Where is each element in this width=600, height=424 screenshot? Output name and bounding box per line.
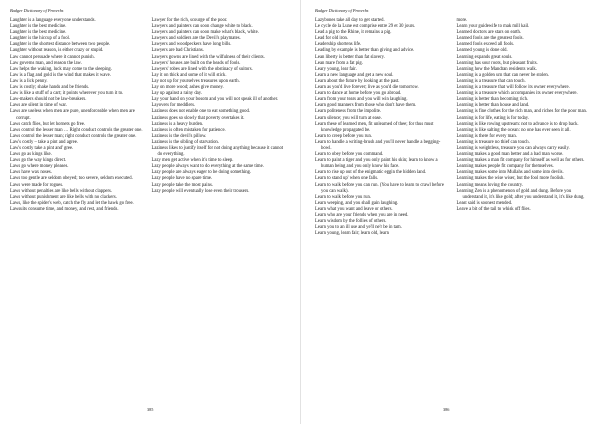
- proverb-entry: Laziness is a heavy burden.: [151, 121, 204, 127]
- proverb-entry: Laws go the way kings direct.: [10, 158, 67, 164]
- proverb-entry: Lawsuits consume time, and money, and rest, and friends.: [10, 206, 119, 212]
- proverb-entry: Lawyers' houses are built on the heads of fools.: [151, 60, 241, 66]
- proverb-entry: Lazy people will eventually lose even their trousers.: [151, 188, 250, 194]
- proverb-entry: Learning has sour roots, but pleasant fruits.: [456, 60, 538, 66]
- proverb-entry: Lazy people are always eager to be doing something.: [151, 170, 252, 176]
- proverb-entry: Learning is better than house and land.: [456, 103, 530, 109]
- proverb-entry: Learn you to an ill use and ye'll ne'r be in tam.: [315, 225, 402, 231]
- proverb-entry: Learning makes a man fit company for himself as well as for others.: [456, 158, 585, 164]
- proverb-entry: Law's costly – take a pint and agree.: [10, 139, 79, 145]
- proverb-entry: Lawyer for the rich, scourge of the poor.: [151, 18, 228, 23]
- proverb-entry: Laws are silent in time of war.: [10, 103, 67, 109]
- proverb-entry: Lazy people take the most pains.: [151, 182, 213, 188]
- page-columns: [315, 18, 589, 237]
- proverb-entry: Laughter is the best medicine.: [10, 24, 67, 30]
- proverb-entry: Lawyers and painters can soon change white to black.: [151, 24, 253, 30]
- proverb-entry: Learn your guidewife to mak mill kail.: [456, 24, 530, 30]
- column-2: [152, 18, 285, 213]
- proverb-entry: Lead a pig to the Rhine, it remains a pig.: [315, 30, 392, 36]
- proverb-entry: Lawyers and woodpeckers have long bills.: [151, 42, 232, 48]
- proverb-entry: Learn to paint a tiger and you only paint his skin; learn to know a human being and you only know his face.: [315, 158, 438, 170]
- column-1: [10, 18, 143, 213]
- proverb-entry: Laziness is the devil's pillow.: [151, 133, 207, 139]
- proverb-entry: Learning is fine clothes for the rich man, and riches for the poor man.: [456, 109, 588, 115]
- page-number: 385: [147, 407, 154, 412]
- running-head: Badger Dictionary of Proverbs: [10, 8, 64, 13]
- proverb-entry: Learn silence; you will turn at ease.: [315, 115, 382, 121]
- proverb-entry: Leading by example is better than giving and advice.: [315, 48, 415, 54]
- proverb-entry: Learning is weightless, treasure you can always carry easily.: [456, 145, 570, 151]
- proverb-entry: Learning is a treasure that will follow its owner everywhere.: [456, 85, 570, 91]
- proverb-entry: Lay up against a rainy day.: [151, 91, 202, 97]
- proverb-entry: Learning makes some into Mullahs and some into devils.: [456, 170, 564, 176]
- proverb-entry: Law cannot persuade where it cannot punish.: [10, 54, 95, 60]
- proverb-entry: more.: [456, 18, 468, 23]
- proverb-entry: Laziness is the sibling of starvation.: [151, 139, 219, 145]
- proverb-entry: Learn to obey before you command.: [315, 152, 384, 158]
- proverb-entry: Learning expands great souls.: [456, 54, 513, 60]
- proverb-entry: Laws, like the spider's web, catch the fly and let the hawk go free.: [10, 200, 134, 206]
- proverb-entry: Learn to walk before you run.: [315, 194, 371, 200]
- proverb-entry: Learn to creep before you run.: [315, 133, 373, 139]
- proverb-entry: Lazy people have no spare time.: [151, 176, 213, 182]
- proverb-entry: Learning is for life, eating is for today.: [456, 115, 529, 121]
- proverb-entry: Learning how the Mandran residents walk.: [456, 66, 537, 72]
- proverb-entry: Law is a flag and gold is the wind that makes it wave.: [10, 72, 111, 78]
- proverb-entry: Laws control the lesser man … Right conduct controls the greater one.: [10, 127, 143, 133]
- left-page: [0, 0, 292, 424]
- proverb-entry: Learning is a treasure which accompanies its owner everywhere.: [456, 91, 578, 97]
- proverb-entry: Laughter without reason, is either crazy or stupid.: [10, 48, 104, 54]
- proverb-entry: Lay your hand on your bosom and you will not speak ill of another.: [151, 97, 279, 103]
- proverb-entry: Law is like a stuff of a cart; it points wherever you turn it to.: [10, 91, 124, 97]
- column-1: [315, 18, 448, 237]
- proverb-entry: Learning makes the wise wiser, but the fool more foolish.: [456, 176, 565, 182]
- proverb-entry: Learning is treasure no thief can touch.: [456, 139, 530, 145]
- proverb-entry: Laws were made for rogues.: [10, 182, 64, 188]
- column-2: [457, 18, 590, 237]
- proverb-entry: Learning is a treasure that can touch.: [456, 78, 526, 84]
- proverb-entry: Learning is there for every man.: [456, 133, 517, 139]
- proverb-entry: Learn these of learned men, fit unlearned of thee; for thus must knowledge propagated be.: [315, 121, 434, 133]
- proverb-entry: Lay it on thick and some of it will stick.: [151, 72, 227, 78]
- proverb-entry: Learn to handle a writing-brush and you'll never handle a begging-bowl.: [315, 139, 441, 151]
- proverb-entry: Lawyers' robes are lined with the obstinacy of suitors.: [151, 66, 253, 72]
- proverb-entry: Learn who are your friends when you are in need.: [315, 213, 409, 218]
- proverb-entry: Laws go as kings like.: [10, 152, 52, 158]
- page-number: 386: [443, 407, 450, 412]
- proverb-entry: Law helps the waking, luck may come to the sleeping.: [10, 66, 112, 72]
- proverb-entry: Lawyers gowns are lined with the wilfulness of their clients.: [151, 54, 265, 60]
- proverb-entry: Lay on more wood; ashes give money.: [151, 85, 224, 91]
- proverb-entry: Le cycle de la Lune est comprise entre 29 et 30 jours.: [315, 24, 416, 30]
- proverb-entry: Lean liberty is better than fat slavery.: [315, 54, 385, 60]
- proverb-entry: Learned young is done old.: [456, 48, 508, 54]
- page-columns: [10, 18, 284, 213]
- proverb-entry: Law is a lick penny.: [10, 78, 48, 84]
- proverb-entry: Laws without penalties are like bells without clappers.: [10, 188, 113, 194]
- proverb-entry: Learned doctors are stars on earth.: [456, 30, 522, 36]
- running-head: Badger Dictionary of Proverbs: [315, 8, 369, 13]
- proverb-entry: Laughter is the best medicine.: [10, 30, 67, 36]
- proverb-entry: Lazy people always want to do everything at the same time.: [151, 164, 264, 170]
- proverb-entry: Laws go where money pleases.: [10, 164, 69, 170]
- proverb-entry: Laws too gentle are seldom obeyed; too severe, seldom executed.: [10, 176, 133, 182]
- proverb-entry: Learning makes people fit company for themselves.: [456, 164, 554, 170]
- proverb-entry: Learning Zen is a phenomenon of gold and dung. Before you understand it, it's like gold; after you understand it, it's like dung.: [456, 188, 585, 200]
- proverb-entry: Laughter is the hiccup of a fool.: [10, 36, 71, 42]
- proverb-entry: Learn about the future by looking at the past.: [315, 78, 400, 84]
- proverb-entry: Lead for old iron.: [315, 36, 349, 42]
- page-gutter: [300, 0, 301, 424]
- proverb-entry: Laws control the lesser man; right conduct controls the greater one.: [10, 133, 137, 139]
- proverb-entry: Law-makers should not be law-breakers.: [10, 97, 87, 103]
- proverb-entry: Learn a new language and get a new soul.: [315, 72, 394, 78]
- proverb-entry: Learning is like rowing upstream: not to advance is to drop back.: [456, 121, 579, 127]
- proverb-entry: Least said is soonest mended.: [456, 200, 513, 206]
- proverb-entry: Learn to rise up out of the enigmatic eggin the hidden land.: [315, 170, 427, 176]
- proverb-entry: Learned fools exceed all fools.: [456, 42, 515, 48]
- proverb-entry: Laziness is often mistaken for patience.: [151, 127, 226, 133]
- proverb-entry: Leave a bit of the tail to whisk off flies.: [456, 206, 531, 212]
- proverb-entry: Learn good manners from those who don't have them.: [315, 103, 417, 109]
- proverb-entry: Learn wisdom by the follies of others.: [315, 219, 387, 225]
- proverb-entry: Learn what you want and leave or others.: [315, 206, 393, 212]
- proverb-entry: Laziness goes so slowly that poverty overtakes it.: [151, 115, 245, 121]
- right-page: [305, 0, 597, 424]
- proverb-entry: Learning means loving the country.: [456, 182, 523, 188]
- proverb-entry: Law governs man, and reason the law.: [10, 60, 82, 66]
- proverb-entry: Learn to dance at home before you go abroad.: [315, 91, 402, 97]
- proverb-entry: Learn politeness from the impolite.: [315, 109, 381, 115]
- proverb-entry: Learn to stand up' when one falls.: [315, 176, 379, 182]
- proverb-entry: Lazy men get active when it's time to sleep.: [151, 158, 234, 164]
- proverb-entry: Laws without punishment are like bells with no clackers.: [10, 194, 117, 200]
- proverb-entry: Lawyers and painters can soon make what's black, white.: [151, 30, 259, 36]
- proverb-entry: Lean mare from a fat pig.: [315, 60, 363, 66]
- proverb-entry: Lawyers are bad Christians.: [151, 48, 204, 54]
- proverb-entry: Learned fools are the greatest fools.: [456, 36, 524, 42]
- proverb-entry: Learn young, learn fair; learn old, learn: [315, 231, 389, 237]
- proverb-entry: Laws catch flies, but let hornets go free.: [10, 121, 86, 127]
- proverb-entry: Learn as you'd live forever; live as you'd die tomorrow.: [315, 85, 419, 91]
- proverb-entry: Lay not up for yourselves treasures upon earth.: [151, 78, 240, 84]
- proverb-entry: Laughter is the shortest distance between two people.: [10, 42, 111, 48]
- proverb-entry: Learning is like salting the ocean: no one has ever seen it all.: [456, 127, 571, 133]
- proverb-entry: Learn to walk before you can run. (You have to learn to crawl before you can walk).: [315, 182, 444, 194]
- proverb-entry: Learn weeping, and you shall gain laughing.: [315, 200, 399, 206]
- proverb-entry: Learning is better than becoming rich.: [456, 97, 529, 103]
- proverb-entry: Learn from your tears and you will win laughing.: [315, 97, 408, 103]
- proverb-entry: Lazybones take all day to get started.: [315, 18, 385, 23]
- proverb-entry: Layovers for meddlers.: [151, 103, 196, 109]
- proverb-entry: Learning is a golden urn that can never be stolen.: [456, 72, 549, 78]
- proverb-entry: Laughter is a language everyone understands.: [10, 18, 96, 23]
- proverb-entry: Lawyers and soldiers are the Devil's playmates.: [151, 36, 241, 42]
- proverb-entry: Leadership shortens life.: [315, 42, 362, 48]
- proverb-entry: Laziness likes to justify itself for not doing anything because it cannot do everything.: [151, 145, 284, 158]
- proverb-entry: Laws have wax noses.: [10, 170, 52, 176]
- proverb-entry: Laws are useless when men are pure, unenforceable when men are corrupt.: [10, 109, 135, 121]
- proverb-entry: Learning makes a good man better and a bad man worse.: [456, 152, 564, 158]
- proverb-entry: Law's costly take a pint and' gree.: [10, 145, 74, 151]
- proverb-entry: Laziness does not enable one to eat something good.: [151, 109, 251, 115]
- proverb-entry: Leary young, lear fair.: [315, 66, 357, 72]
- proverb-entry: Law is costly; shake hands and be friends.: [10, 85, 90, 91]
